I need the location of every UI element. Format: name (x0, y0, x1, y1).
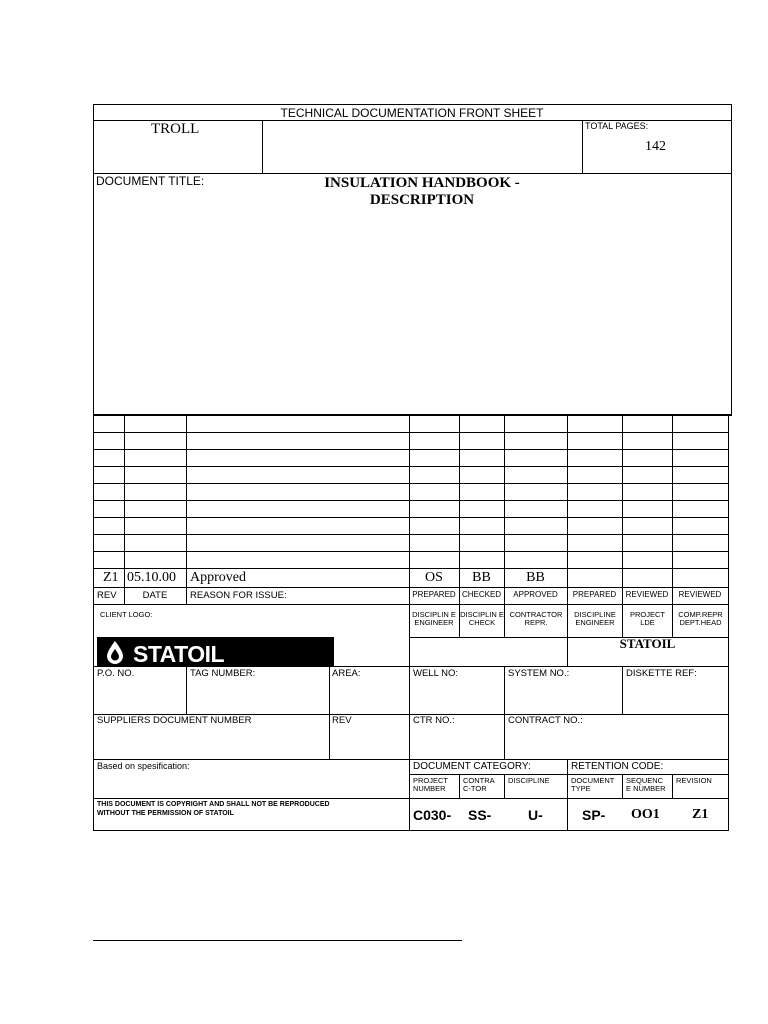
supplier-doc-label: SUPPLIERS DOCUMENT NUMBER (97, 715, 252, 726)
header-approved: APPROVED (513, 590, 558, 599)
header-reason: REASON FOR ISSUE: (190, 590, 287, 601)
header-reviewed-2: REVIEWED (678, 590, 722, 599)
role-discipline-engineer: DISCIPLIN E ENGINEER (412, 610, 456, 627)
po-label: P.O. NO. (97, 668, 135, 679)
revision-code: Z1 (103, 570, 119, 585)
logo-text: STATOIL (133, 641, 225, 667)
total-pages-label: TOTAL PAGES: (585, 121, 649, 131)
project-name: TROLL (151, 121, 200, 137)
system-no-label: SYSTEM NO.: (508, 668, 570, 679)
header-prepared-2: PREPARED (572, 590, 617, 599)
copyright-line2: WITHOUT THE PERMISSION OF STATOIL (97, 810, 234, 817)
document-title-line2: DESCRIPTION (369, 192, 475, 208)
well-no-label: WELL NO: (413, 668, 459, 679)
copyright-line1: THIS DOCUMENT IS COPYRIGHT AND SHALL NOT BE REPRODUCED (97, 801, 330, 808)
document-title-line1: INSULATION HANDBOOK - (324, 175, 520, 191)
header-reviewed: REVIEWED (625, 590, 669, 599)
role-discipline-engineer-2: DISCIPLINE ENGINEER (574, 610, 616, 627)
revision-approved: BB (526, 570, 545, 585)
header-prepared: PREPARED (412, 590, 456, 599)
spec-label: Based on spesification: (97, 761, 190, 771)
label-revision: REVISION (676, 776, 712, 785)
role-project-lde: PROJECT LDE (629, 610, 665, 627)
header-date: DATE (142, 590, 168, 601)
retention-code-label: RETENTION CODE: (571, 761, 664, 772)
value-contractor: SS- (468, 807, 492, 823)
value-revision: Z1 (692, 807, 709, 822)
value-discipline: U- (528, 807, 543, 823)
role-discipline-check: DISCIPLIN E CHECK (460, 610, 504, 627)
header-rev: REV (97, 590, 117, 601)
revision-date: 05.10.00 (127, 570, 176, 585)
value-document-type: SP- (582, 807, 606, 823)
total-pages-value: 142 (645, 139, 666, 154)
rev-label: REV (332, 715, 352, 726)
header-checked: CHECKED (461, 590, 502, 599)
label-discipline: DISCIPLINE (508, 776, 550, 785)
value-sequence-number: OO1 (631, 807, 660, 822)
revision-checked: BB (472, 570, 491, 585)
document-title-label: DOCUMENT TITLE: (96, 174, 205, 188)
role-comp-repr: COMP.REPR DEPT.HEAD (678, 610, 723, 627)
contract-no-label: CONTRACT NO.: (508, 715, 583, 726)
statoil-logo (97, 637, 334, 667)
client-logo-label: CLIENT LOGO: (100, 610, 153, 619)
label-sequence-number: SEQUENC E NUMBER (626, 776, 666, 793)
form-title: TECHNICAL DOCUMENTATION FRONT SHEET (280, 106, 544, 120)
drop-icon (105, 640, 125, 665)
document-category-label: DOCUMENT CATEGORY: (413, 761, 531, 772)
revision-prepared: OS (425, 570, 443, 585)
value-project-number: C030- (413, 807, 452, 823)
revision-reason: Approved (190, 570, 246, 585)
ctr-no-label: CTR NO.: (413, 715, 455, 726)
diskette-ref-label: DISKETTE REF: (626, 668, 697, 679)
label-contractor: CONTRA C-TOR (463, 776, 495, 793)
tag-number-label: TAG NUMBER: (190, 668, 256, 679)
area-label: AREA: (332, 668, 361, 679)
label-project-number: PROJECT NUMBER (413, 776, 448, 793)
label-document-type: DOCUMENT TYPE (571, 776, 615, 793)
role-contractor-repr: CONTRACTOR REPR. (509, 610, 563, 627)
company-name: STATOIL (619, 636, 676, 651)
